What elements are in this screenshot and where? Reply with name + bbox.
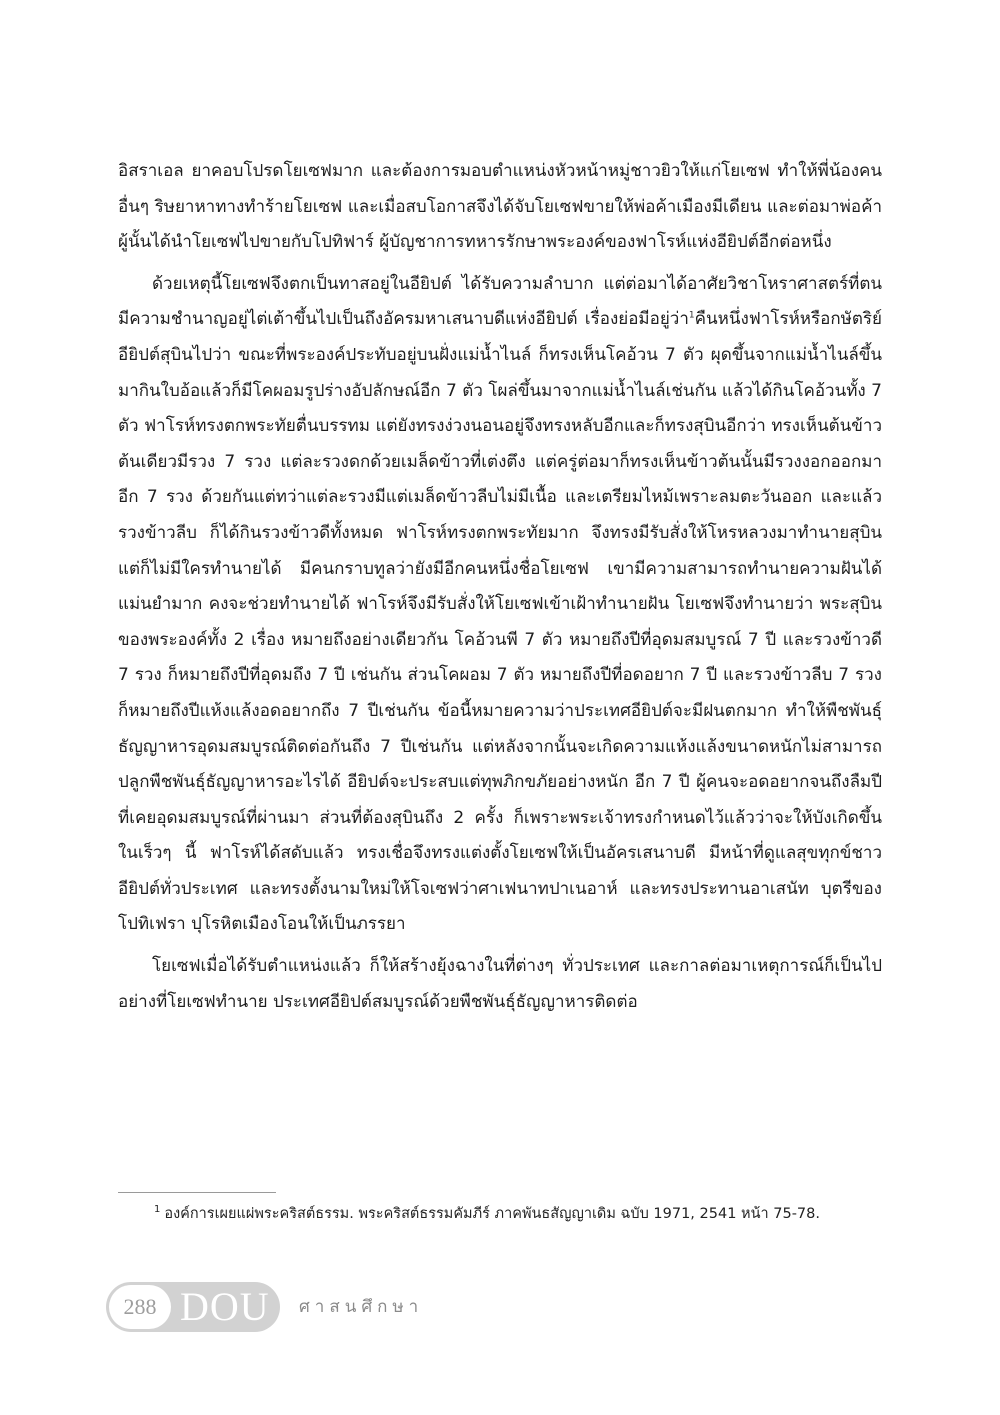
footnote-text: องค์การเผยแผ่พระคริสต์ธรรม. พระคริสต์ธรรมคัมภีร์ ภาคพันธสัญญาเดิม ฉบับ 1971, 2541 หน้า 75-78. [164, 1206, 820, 1222]
paragraph-3: โยเซฟเมื่อได้รับตำแหน่งแล้ว ก็ให้สร้างยุ้งฉางในที่ต่างๆ ทั่วประเทศ และกาลต่อมาเหตุการณ์ก็เป็นไปอย่างที่โยเซฟทำนาย ประเทศอียิปต์สมบูรณ์ด้วยพืชพันธุ์ธัญญาหารติดต่อ [118, 956, 882, 1012]
page-number-circle [109, 1285, 171, 1329]
running-footer-title: ศาสนศึกษา [299, 1297, 424, 1317]
brand-logo-text: DOU [180, 1284, 270, 1329]
paragraph-1: อิสราเอล ยาคอบโปรดโยเซฟมาก และต้องการมอบตำแหน่งหัวหน้าหมู่ชาวยิวให้แก่โยเซฟ ทำให้พี่น้องคนอื่นๆ ริษยาหาทางทำร้ายโยเซฟ และเมื่อสบโอกาสจึงได้จับโยเซฟขายให้พ่อค้าเมืองมีเดียน และต่อมาพ่อค้าผู้นั้นได้นำโยเซฟไปขายกับโปทิฟาร์ ผู้บัญชาการทหารรักษาพระองค์ของฟาโรห์แห่งอียิปต์อีกต่อหนึ่ง [118, 161, 882, 253]
page-number-badge [106, 1282, 280, 1332]
paragraph-2-text-b: คืนหนึ่งฟาโรห์หรือกษัตริย์อียิปต์สุบินไปว่า ขณะที่พระองค์ประทับอยู่บนฝั่งแม่น้ำไนล์ ก็ทรงเห็นโคอ้วน 7 ตัว ผุดขึ้นจากแม่น้ำไนล์ขึ้นมากินใบอ้อแล้วก็มีโคผอมรูปร่างอัปลักษณ์อีก 7 ตัว โผล่ขึ้นมาจากแม่น้ำไนล์เช่นกัน แล้วได้กินโคอ้วนทั้ง 7 ตัว ฟาโรห์ทรงตกพระทัยตื่นบรรทม แต่ยังทรงง่วงนอนอยู่จึงทรงหลับอีกและก็ทรงสุบินอีกว่า ทรงเห็นต้นข้าวต้นเดียวมีรวง 7 รวง แต่ละรวงดกด้วยเมล็ดข้าวที่เต่งตึง แต่ครู่ต่อมาก็ทรงเห็นข้าวต้นนั้นมีรวงงอกออกมาอีก 7 รวง ด้วยกันแต่ทว่าแต่ละรวงมีแต่เมล็ดข้าวลีบไม่มีเนื้อ และเตรียมไหม้เพราะลมตะวันออก และแล้วรวงข้าวลีบ ก็ได้กินรวงข้าวดีทั้งหมด ฟาโรห์ทรงตกพระทัยมาก จึงทรงมีรับสั่งให้โหรหลวงมาทำนายสุบิน แต่ก็ไม่มีใครทำนายได้ มีคนกราบทูลว่ายังมีอีกคนหนึ่งชื่อโยเซฟ เขามีความสามารถทำนายความฝันได้แม่นยำมาก คงจะช่วยทำนายได้ ฟาโรห์จึงมีรับสั่งให้โยเซฟเข้าเฝ้าทำนายฝัน โยเซฟจึงทำนายว่า พระสุบินของพระองค์ทั้ง 2 เรื่อง หมายถึงอย่างเดียวกัน โคอ้วนพี 7 ตัว หมายถึงปีที่อุดมสมบูรณ์ 7 ปี และรวงข้าวดี 7 รวง ก็หมายถึงปีที่อุดมถึง 7 ปี เช่นกัน ส่วนโคผอม 7 ตัว หมายถึงปีที่อดอยาก 7 ปี และรวงข้าวลีบ 7 รวง ก็หมายถึงปีแห้งแล้งอดอยากถึง 7 ปีเช่นกัน ข้อนี้หมายความว่าประเทศอียิปต์จะมีฝนตกมาก ทำให้พืชพันธุ์ธัญญาหารอุดมสมบูรณ์ติดต่อกันถึง 7 ปีเช่นกัน แต่หลังจากนั้นจะเกิดความแห้งแล้งขนาดหนักไม่สามารถปลูกพืชพันธุ์ธัญญาหารอะไรได้ อียิปต์จะประสบแต่ทุพภิกขภัยอย่างหนัก อีก 7 ปี ผู้คนจะอดอยากจนถึงลืมปีที่เคยอุดมสมบูรณ์ที่ผ่านมา ส่วนที่ต้องสุบินถึง 2 ครั้ง ก็เพราะพระเจ้าทรงกำหนดไว้แล้วว่าจะให้บังเกิดขึ้นในเร็วๆ นี้ ฟาโรห์ได้สดับแล้ว ทรงเชื่อจึงทรงแต่งตั้งโยเซฟให้เป็นอัครเสนาบดี มีหน้าที่ดูแลสุขทุกข์ชาวอียิปต์ทั่วประเทศ และทรงตั้งนามใหม่ให้โจเซฟว่าศาเฟนาทปาเนอาห์ และทรงประทานอาเสนัท บุตรีของโปทิเฟรา ปุโรหิตเมืองโอนให้เป็นภรรยา [118, 309, 882, 935]
footnote-reference: 1 [688, 310, 695, 321]
main-text [118, 154, 882, 1026]
footnote-mark: 1 [154, 1204, 161, 1216]
paragraph-2-text-a: ด้วยเหตุนี้โยเซฟจึงตกเป็นทาสอยู่ในอียิปต์ ได้รับความลำบาก แต่ต่อมาได้อาศัยวิชาโหราศาสตร์ที่ตนมีความชำนาญอยู่ไต่เต้าขึ้นไปเป็นถึงอัครมหาเสนาบดีแห่งอียิปต์ เรื่องย่อมีอยู่ว่า [118, 273, 882, 330]
footnote [118, 1200, 882, 1228]
page-number: 288 [123, 1294, 157, 1319]
paragraph-2 [118, 267, 882, 943]
footnote-divider [118, 1192, 276, 1193]
